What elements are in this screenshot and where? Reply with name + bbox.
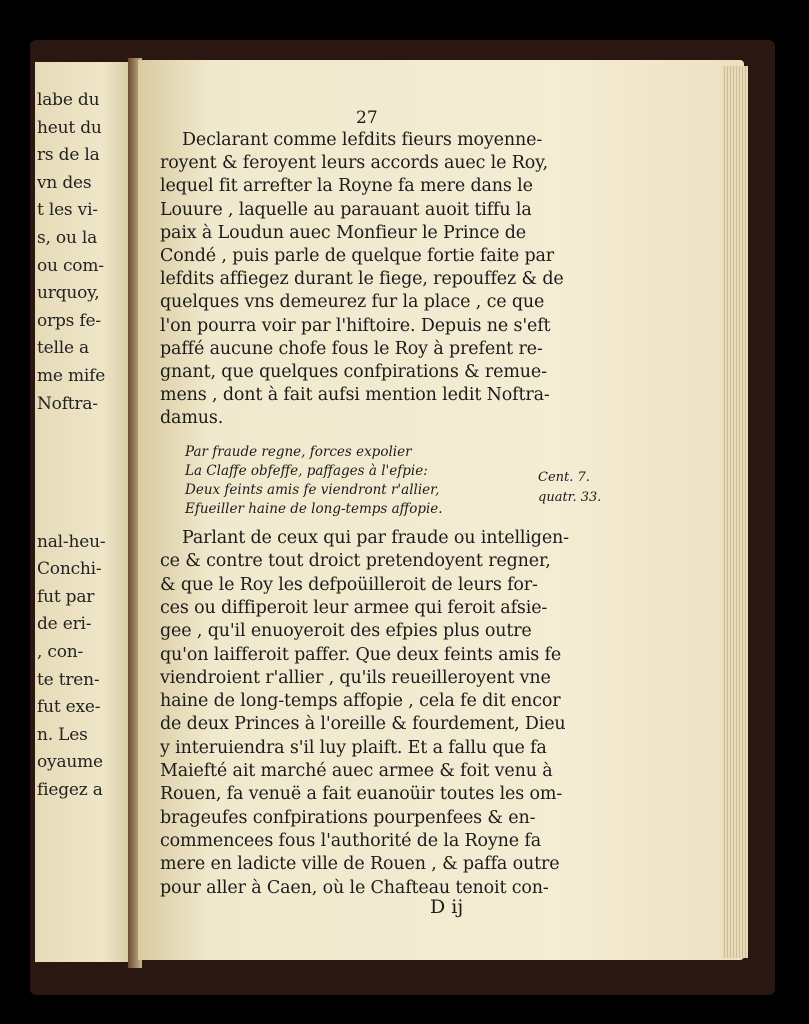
margin-note-line: Cent. 7.	[538, 470, 590, 485]
body-text-line: gnant, que quelques confpirations & remue-	[160, 362, 547, 382]
body-text-line: gee , qu'il enuoyeroit des efpies plus outre	[160, 621, 532, 642]
left-page-line: de eri-	[37, 614, 92, 635]
left-page-line: , con-	[37, 642, 84, 662]
left-page-line: Noftra-	[37, 393, 98, 414]
body-text-line: paffé aucune chofe fous le Roy à prefent re-	[160, 338, 543, 359]
body-text-line: damus.	[160, 408, 224, 429]
left-page-line: t les vi-	[37, 200, 98, 221]
signature-mark: D ij	[430, 896, 464, 918]
body-text-line: pour aller à Caen, où le Chafteau tenoit con-	[160, 877, 549, 898]
left-page-line: me mife	[37, 366, 106, 386]
body-text-line: lequel fit arrefter la Royne fa mere dans le	[160, 176, 533, 197]
body-text-line: lefdits affiegez durant le fiege, repouffez & de	[160, 269, 564, 290]
left-page-line: te tren-	[37, 669, 100, 690]
body-text-line: mere en ladicte ville de Rouen , & paffa outre	[160, 854, 560, 875]
left-page-line: rs de la	[37, 145, 100, 166]
body-text-line: commencees fous l'authorité de la Royne fa	[160, 830, 542, 851]
page-number: 27	[356, 108, 378, 128]
left-page	[35, 62, 131, 962]
body-text-line: ce & contre tout droict pretendoyent regner,	[160, 551, 551, 572]
left-page-line: fut exe-	[37, 697, 101, 718]
body-text-line: Declarant comme lefdits fieurs moyenne-	[182, 130, 543, 150]
body-text-line: Maiefté ait marché auec armee & foit venu à	[160, 761, 553, 781]
margin-note-line: quatr. 33.	[538, 490, 602, 505]
left-page-line: heut du	[37, 117, 102, 138]
body-text-line: paix à Loudun auec Monfieur le Prince de	[160, 222, 526, 243]
body-text-line: royent & feroyent leurs accords auec le Roy,	[160, 153, 548, 174]
left-page-line: n. Les	[37, 724, 88, 745]
body-text-line: Parlant de ceux qui par fraude ou intelligen-	[182, 528, 569, 548]
left-page-line: fiegez a	[37, 780, 103, 800]
left-page-line: oyaume	[37, 752, 103, 773]
body-text-line: mens , dont à fait aufsi mention ledit Noftra-	[160, 385, 550, 406]
left-page-line: Conchi-	[37, 559, 102, 580]
verse-line: Par fraude regne, forces expolier	[185, 444, 412, 460]
body-text-line: Louure , laquelle au parauant auoit tiffu la	[160, 199, 532, 220]
body-text-line: & que le Roy les defpoüilleroit de leurs for-	[160, 574, 538, 595]
left-page-line: fut par	[37, 586, 95, 607]
body-text-line: Condé , puis parle de quelque fortie faite par	[160, 246, 555, 266]
left-page-line: urquoy,	[37, 283, 100, 304]
body-text-line: y interuiendra s'il luy plaift. Et a fallu que fa	[160, 737, 547, 758]
body-text-line: ces ou diffiperoit leur armee qui feroit afsie-	[160, 597, 548, 618]
verse-line: Deux feints amis fe viendront r'allier,	[185, 482, 440, 498]
body-text-line: qu'on laifferoit paffer. Que deux feints amis fe	[160, 644, 562, 665]
left-page-line: nal-heu-	[37, 531, 106, 552]
body-text-line: viendroient r'allier , qu'ils reueilleroyent vne	[160, 667, 551, 688]
verse-line: La Claffe obfeffe, paffages à l'efpie:	[185, 463, 428, 479]
left-page-line: ou com-	[37, 255, 104, 276]
body-text-line: l'on pourra voir par l'hiftoire. Depuis ne s'eft	[160, 315, 551, 336]
left-page-line: orps fe-	[37, 310, 101, 331]
body-text-line: Rouen, fa venuë a fait euanoüir toutes les om-	[160, 784, 563, 805]
page-edge-stack	[722, 66, 748, 958]
body-text-line: quelques vns demeurez fur la place , ce que	[160, 292, 545, 313]
body-text-line: brageufes confpirations pourpenfees & en-	[160, 807, 536, 828]
left-page-line: vn des	[37, 172, 92, 193]
left-page-line: labe du	[37, 90, 100, 110]
body-text-line: haine de long-temps affopie , cela fe dit encor	[160, 691, 561, 712]
left-page-line: s, ou la	[37, 228, 98, 248]
left-page-line: telle a	[37, 338, 89, 359]
body-text-line: de deux Princes à l'oreille & fourdement, Dieu	[160, 714, 566, 735]
verse-line: Efueiller haine de long-temps affopie.	[185, 501, 443, 517]
